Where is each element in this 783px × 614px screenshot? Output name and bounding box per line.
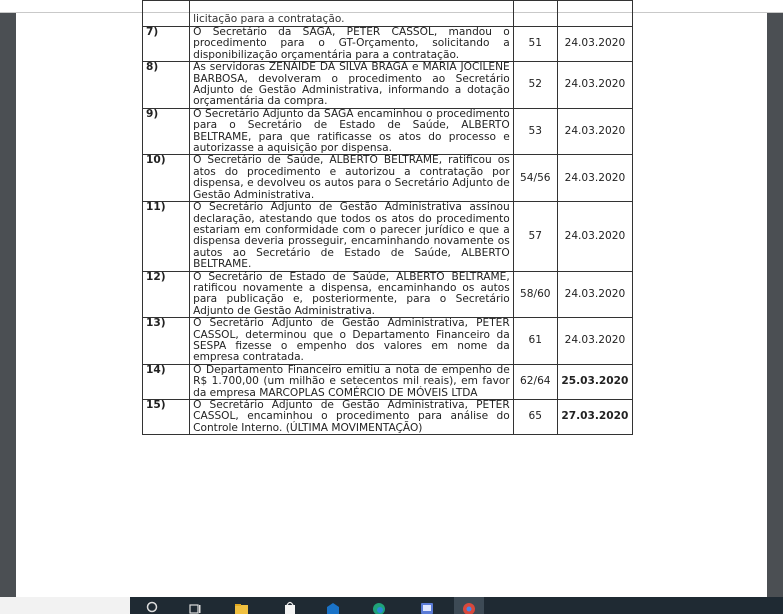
table-row [143, 155, 633, 202]
viewer-scrollbar[interactable] [767, 13, 783, 597]
row-number: 14) [143, 364, 190, 399]
viewer-left-margin [0, 13, 16, 597]
row-page: 65 [513, 400, 557, 435]
row-date: 24.03.2020 [557, 202, 632, 271]
table-row-partial [143, 1, 633, 27]
row-number: 13) [143, 318, 190, 365]
row-number: 7) [143, 27, 190, 62]
row-page: 51 [513, 27, 557, 62]
row-page: 54/56 [513, 155, 557, 202]
row-text-tail: licitação para a contratação. [193, 12, 345, 25]
row-text: As servidoras ZENAIDE DA SILVA BRAGA e MARIA JOCILENE BARBOSA, devolveram o procedimento ao Secretário Adjunto de Gestão Administrativa, informando a dotação orçamentária da compra. [190, 62, 514, 109]
procedure-table [142, 0, 633, 435]
row-text: O Secretário Adjunto da SAGA encaminhou o procedimento para o Secretário de Estado de Saúde, ALBERTO BELTRAME, para que ratificasse os atos do processo e autorizasse a aquisição por dispensa. [190, 108, 514, 155]
table-row [143, 400, 633, 435]
row-text: O Secretário de Estado de Saúde, ALBERTO BELTRAME, ratificou novamente a dispensa, encaminhando os autos para publicação e, posteriormente, para o Secretário Adjunto de Gestão Administrativa. [190, 271, 514, 318]
row-text: O Secretário da SAGA, PETER CASSOL, mandou o procedimento para o GT-Orçamento, solicitando a disponibilização orçamentária para a contratação. [190, 27, 514, 62]
store-icon[interactable] [283, 600, 297, 614]
row-date: 25.03.2020 [557, 364, 632, 399]
table-row [143, 202, 633, 271]
row-page: 53 [513, 108, 557, 155]
row-page [513, 1, 557, 27]
row-date [557, 1, 632, 27]
row-date: 24.03.2020 [557, 271, 632, 318]
row-date: 24.03.2020 [557, 318, 632, 365]
chrome-icon[interactable] [462, 600, 476, 614]
row-text: O Secretário Adjunto de Gestão Administrativa assinou declaração, atestando que todos os atos do procedimento estariam em conformidade com o parecer jurídico e que a dispensa deveria prosseguir, encaminhando novamente os autos ao Secretário de Estado de Saúde, ALBERTO BELTRAME. [190, 202, 514, 271]
pdf-page [16, 13, 767, 597]
edge-icon[interactable] [372, 600, 386, 614]
row-page: 61 [513, 318, 557, 365]
row-text [190, 1, 514, 27]
row-number [143, 1, 190, 27]
row-date: 24.03.2020 [557, 108, 632, 155]
row-number: 12) [143, 271, 190, 318]
table-row [143, 364, 633, 399]
row-number: 8) [143, 62, 190, 109]
row-date: 27.03.2020 [557, 400, 632, 435]
taskbar-search-box[interactable] [0, 597, 130, 614]
row-number: 15) [143, 400, 190, 435]
table-row [143, 27, 633, 62]
row-number: 10) [143, 155, 190, 202]
row-number: 11) [143, 202, 190, 271]
row-text: O Secretário Adjunto de Gestão Administrativa, PETER CASSOL, determinou que o Departamento Financeiro da SESPA fizesse o empenho dos valores em nome da empresa contratada. [190, 318, 514, 365]
row-date: 24.03.2020 [557, 62, 632, 109]
row-page: 58/60 [513, 271, 557, 318]
row-date: 24.03.2020 [557, 27, 632, 62]
row-text: O Secretário de Saúde, ALBERTO BELTRAME, ratificou os atos do procedimento e autorizou a contratação por dispensa, e devolveu os autos para o Secretário Adjunto de Gestão Administrativa. [190, 155, 514, 202]
task-view-icon[interactable] [188, 600, 202, 614]
table-row [143, 62, 633, 109]
row-page: 57 [513, 202, 557, 271]
row-text: O Departamento Financeiro emitiu a nota de empenho de R$ 1.700,00 (um milhão e setecentos mil reais), em favor da empresa MARCOPLAS COMÉRCIO DE MÓVEIS LTDA [190, 364, 514, 399]
row-text: O Secretário Adjunto de Gestão Administrativa, PETER CASSOL, encaminhou o procedimento para análise do Controle Interno. (ÚLTIMA MOVIMENTAÇÃO) [190, 400, 514, 435]
windows-taskbar [0, 597, 783, 614]
table-row [143, 318, 633, 365]
row-date: 24.03.2020 [557, 155, 632, 202]
file-explorer-icon[interactable] [234, 600, 248, 614]
table-row [143, 108, 633, 155]
mail-icon[interactable] [326, 600, 340, 614]
row-page: 52 [513, 62, 557, 109]
table-row [143, 271, 633, 318]
search-icon[interactable] [146, 600, 160, 614]
word-icon[interactable] [420, 600, 434, 614]
row-page: 62/64 [513, 364, 557, 399]
row-number: 9) [143, 108, 190, 155]
